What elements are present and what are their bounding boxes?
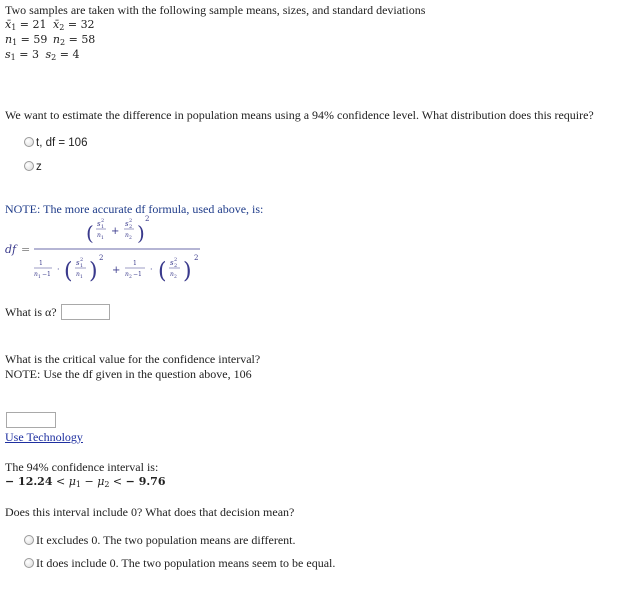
interval-upper: − 9.76 xyxy=(125,475,166,488)
svg-text:2: 2 xyxy=(99,254,104,262)
svg-text:1: 1 xyxy=(133,260,137,267)
interval-lower: − 12.24 xyxy=(5,475,53,488)
critical-value-input[interactable] xyxy=(6,412,56,428)
interval-intro: The 94% confidence interval is: xyxy=(5,460,159,474)
svg-text:(: ( xyxy=(158,259,167,284)
svg-text:·: · xyxy=(150,265,153,274)
radio-z[interactable] xyxy=(24,161,34,171)
sample-means-line: $x̄_1 = 21$ $x̄_2 = 32$ xyxy=(5,18,95,32)
svg-text:−1: −1 xyxy=(42,271,51,278)
option-excludes-zero[interactable] xyxy=(24,533,295,548)
svg-text:n: n xyxy=(170,271,174,278)
svg-text:(: ( xyxy=(86,221,94,245)
radio-t[interactable] xyxy=(24,137,34,147)
svg-text:n: n xyxy=(34,271,38,278)
svg-text:1: 1 xyxy=(101,224,105,230)
n2-value: 58 xyxy=(81,33,96,46)
svg-text:): ) xyxy=(89,259,98,284)
svg-text:+: + xyxy=(112,265,121,276)
svg-text:1: 1 xyxy=(38,275,41,280)
option-z-label: z xyxy=(36,161,42,173)
critical-value-note: NOTE: Use the df given in the question above, 106 xyxy=(5,367,252,381)
svg-text:2: 2 xyxy=(129,236,132,241)
svg-text:2: 2 xyxy=(129,218,133,224)
svg-text:2: 2 xyxy=(80,257,84,263)
option-includes-zero-label: It does include 0. The two population means seem to be equal. xyxy=(36,556,336,570)
radio-excludes-zero[interactable] xyxy=(24,535,34,545)
svg-text:1: 1 xyxy=(101,236,104,241)
use-technology-link[interactable]: Use Technology xyxy=(5,430,83,444)
svg-text:2: 2 xyxy=(174,257,178,263)
svg-text:s: s xyxy=(125,220,129,228)
svg-text:1: 1 xyxy=(80,275,83,280)
distribution-question: We want to estimate the difference in population means using a 94% confidence level. What distribution does this require? xyxy=(5,108,594,122)
df-formula xyxy=(0,212,220,298)
svg-text:2: 2 xyxy=(174,263,178,269)
s1-value: 3 xyxy=(31,48,39,61)
df-symbol: df xyxy=(5,243,17,256)
svg-text:1: 1 xyxy=(39,260,43,267)
svg-text:s: s xyxy=(97,220,101,228)
svg-text:−1: −1 xyxy=(133,271,142,278)
svg-text:): ) xyxy=(183,259,192,284)
svg-text:2: 2 xyxy=(194,254,199,262)
alpha-question: What is α? xyxy=(5,305,57,319)
svg-text:n: n xyxy=(76,271,80,278)
svg-text:=: = xyxy=(21,243,31,256)
svg-text:): ) xyxy=(137,221,145,245)
svg-text:(: ( xyxy=(64,259,73,284)
xbar2-value: 32 xyxy=(80,18,95,31)
s2-value: 4 xyxy=(72,48,80,61)
df-formula-note: NOTE: The more accurate df formula, used above, is: xyxy=(5,202,264,216)
alpha-input[interactable] xyxy=(61,304,110,320)
confidence-interval: − $12.24 < \mu_1 - \mu_2$ < − 9.76 xyxy=(5,475,166,489)
option-t-distribution[interactable] xyxy=(24,137,87,149)
n1-value: 59 xyxy=(33,33,48,46)
radio-includes-zero[interactable] xyxy=(24,558,34,568)
svg-text:2: 2 xyxy=(129,275,132,280)
include-zero-question: Does this interval include 0? What does that decision mean? xyxy=(5,505,295,519)
option-t-label: t, df = 106 xyxy=(36,137,88,149)
svg-text:2: 2 xyxy=(101,218,105,224)
sample-sizes-line: $n_1 = 59$ $n_2 = 58$ xyxy=(5,33,96,47)
svg-text:s: s xyxy=(170,259,174,267)
svg-text:n: n xyxy=(125,271,129,278)
option-excludes-zero-label: It excludes 0. The two population means are different. xyxy=(36,533,296,547)
svg-text:n: n xyxy=(97,232,101,239)
svg-text:+: + xyxy=(111,226,120,237)
svg-text:1: 1 xyxy=(80,263,84,269)
critical-value-question: What is the critical value for the confidence interval? xyxy=(5,352,261,366)
svg-text:·: · xyxy=(57,265,60,274)
svg-text:n: n xyxy=(125,232,129,239)
option-includes-zero[interactable] xyxy=(24,556,335,571)
sample-sds-line: $s_1 = 3$ $s_2 = 4$ xyxy=(5,48,80,62)
xbar1-value: 21 xyxy=(32,18,47,31)
svg-text:2: 2 xyxy=(174,275,177,280)
svg-text:2: 2 xyxy=(145,215,150,223)
problem-intro: Two samples are taken with the following sample means, sizes, and standard deviations xyxy=(5,3,426,17)
svg-text:2: 2 xyxy=(129,224,133,230)
svg-text:s: s xyxy=(76,259,80,267)
option-z-distribution[interactable] xyxy=(24,161,42,173)
